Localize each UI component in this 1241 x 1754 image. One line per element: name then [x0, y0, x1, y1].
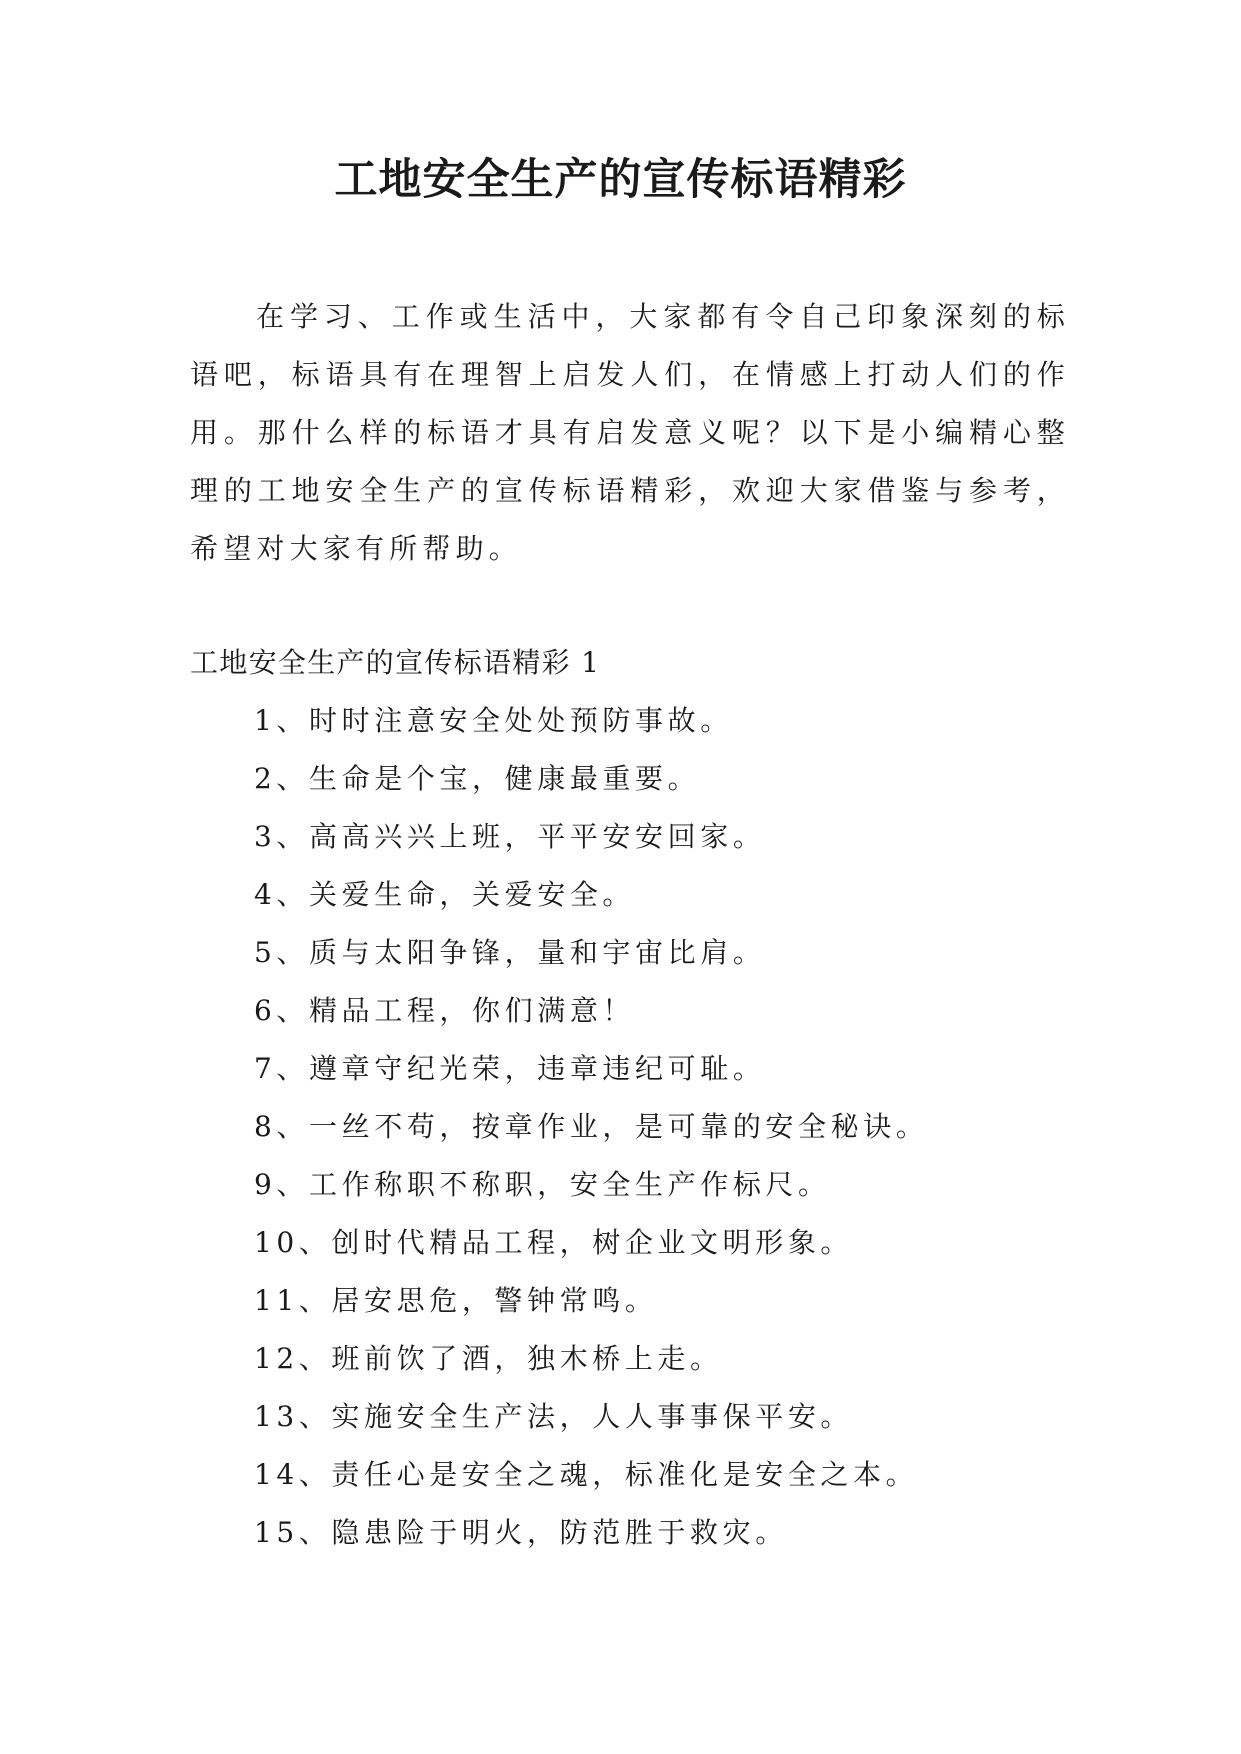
slogan-item: 9、工作称职不称职，安全生产作标尺。	[254, 1168, 831, 1201]
slogan-list	[254, 692, 928, 1562]
slogan-item: 7、遵章守纪光荣，违章违纪可耻。	[254, 1052, 766, 1085]
section-heading: 工地安全生产的宣传标语精彩 1	[190, 646, 601, 679]
slogan-item: 2、生命是个宝，健康最重要。	[254, 762, 701, 795]
slogan-item: 12、班前饮了酒，独木桥上走。	[254, 1342, 723, 1375]
slogan-item: 8、一丝不苟，按章作业，是可靠的安全秘诀。	[254, 1110, 929, 1143]
slogan-item: 11、居安思危，警钟常鸣。	[254, 1284, 658, 1317]
slogan-item: 15、隐患险于明火，防范胜于救灾。	[254, 1516, 788, 1549]
slogan-item: 5、质与太阳争锋，量和宇宙比肩。	[254, 936, 766, 969]
slogan-item: 1、时时注意安全处处预防事故。	[254, 704, 733, 737]
slogan-item: 3、高高兴兴上班，平平安安回家。	[254, 820, 766, 853]
document-title: 工地安全生产的宣传标语精彩	[334, 155, 907, 205]
slogan-item: 13、实施安全生产法，人人事事保平安。	[254, 1400, 854, 1433]
slogan-item: 4、关爱生命，关爱安全。	[254, 878, 636, 911]
slogan-item: 10、创时代精品工程，树企业文明形象。	[254, 1226, 854, 1259]
slogan-item: 6、精品工程，你们满意！	[254, 994, 636, 1027]
intro-paragraph: 在学习、工作或生活中，大家都有令自己印象深刻的标语吧，标语具有在理智上启发人们，在情感上打动人们的作用。那什么样的标语才具有启发意义呢？以下是小编精心整理的工地安全生产的宣传标语精彩，欢迎大家借鉴与参考，希望对大家有所帮助。	[190, 300, 1070, 565]
slogan-item: 14、责任心是安全之魂，标准化是安全之本。	[254, 1458, 919, 1491]
